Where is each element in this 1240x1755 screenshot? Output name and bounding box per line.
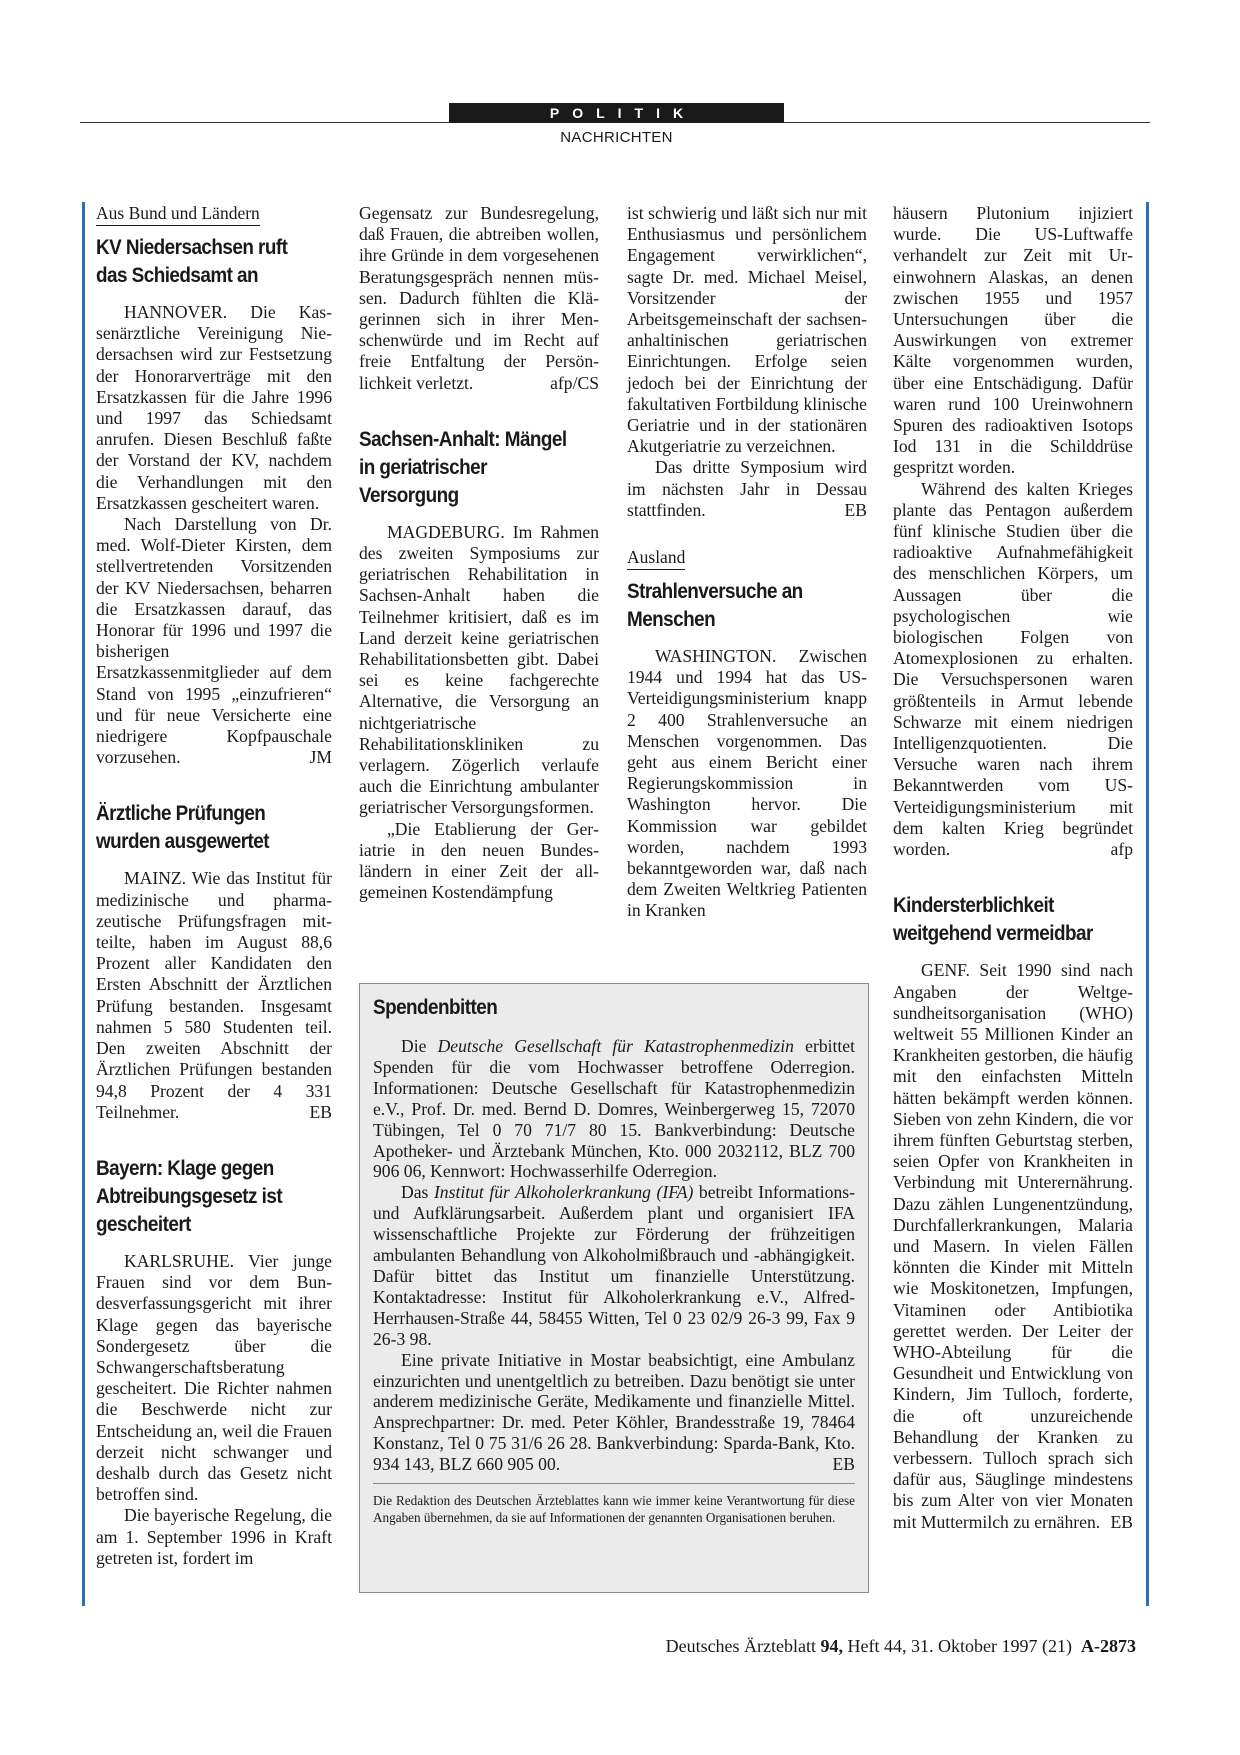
article-bayern-cont-text: Gegensatz zur Bundesregelung, daß Frauen, die abtreiben wollen, ihre Gründe in dem vorgesehenen Beratungsgespräch nennen müssen. Dadurch fühlten die Klägerinnen sich in ihrer Menschenwürde und im Recht auf freie Entfaltung der Persönlichkeit verletzt. (359, 203, 599, 393)
headline-bayern-klage: Bayern: Klage gegen Abtreibungsgesetz ist gescheitert (96, 1156, 283, 1236)
spendenbitten-box (359, 983, 869, 1593)
headline-spendenbitten: Spendenbitten (373, 996, 498, 1019)
headline-aerztliche-pruefungen: Ärztliche Prüfungen wurden ausgewertet (96, 802, 270, 854)
column-4 (893, 203, 1133, 1533)
box-disclaimer: Die Redaktion des Deutschen Ärzteblattes kann wie immer keine Verantwortung für diese Angaben übernehmen, da sie auf Informationen der genannten Organisationen beruhen. (373, 1483, 855, 1526)
article-sachsen-p2: „Die Etablierung der Geriatrie in den neuen Bundesländern in einer Zeit der allgemeinen Kostendämpfung (359, 818, 599, 903)
column-accent-bar-right (1146, 202, 1149, 1606)
article-kv-p2 (96, 514, 332, 768)
kicker-bund-laender: Aus Bund und Ländern (96, 203, 260, 226)
column-accent-bar-left (82, 202, 85, 1606)
signature-eb-box: EB (832, 1454, 855, 1475)
box-p2-intro: Das (401, 1182, 434, 1203)
headline-kv-niedersachsen: KV Niedersachsen ruft das Schiedsamt an (96, 236, 288, 287)
footer-issue: Heft 44, 31. Oktober 1997 (21) (847, 1636, 1072, 1656)
article-bayern-p1: KARLSRUHE. Vier junge Frauen sind vor dem Bundesverfassungsgericht mit ihrer Klage gegen das bayerische Sondergesetz über die Schwangerschaftsberatung gescheitert. Die Richter nahmen die Beschwerde nicht zur Entscheidung an, weil die Frauen derzeit nicht schwanger und deshalb durch das Gesetz nicht betroffen sind. (96, 1250, 332, 1505)
signature-eb-1: EB (309, 1101, 332, 1122)
article-kv-p2-text: Nach Darstellung von Dr. med. Wolf-Dieter Kirsten, dem stellvertretenden Vorsitzenden der KV Niedersachsen, beharren die Ersatzkassen darauf, das Honorar für 1996 und 1997 die bisherigen Ersatzkassenmitglieder auf dem Stand von 1995 „einzufrieren“ und für neue Versicherte eine niedrigere Kopfpauschale vorzusehen. (96, 514, 332, 768)
signature-afp-cs: afp/CS (550, 372, 599, 393)
footer-journal: Deutsches Ärzteblatt (665, 1636, 817, 1656)
headline-kindersterblichkeit: Kindersterblichkeit weitgehend vermeidbar (893, 894, 1093, 946)
article-strahlen-p1: WASHINGTON. Zwischen 1944 und 1994 hat das US-Verteidigungsministerium knapp 2 400 Strahlenversuche an Menschen vorgenommen. Das geht aus einem Bericht einer Regierungskommission in Washington hervor. Die Kommission war gebildet worden, nachdem 1993 bekanntgeworden war, daß nach dem Zweiten Weltkrieg Patienten in Kranken (627, 646, 867, 921)
article-strahlen-cont: häusern Plutonium injiziert wurde. Die US-Luftwaffe verhandelt zur Zeit mit Ureinwohnern Alaskas, an denen zwischen 1955 und 1957 Untersuchungen über die Auswirkungen von extremer Kälte vorgenommen wurden, über eine Entschädigung. Dafür waren rund 100 Ureinwohnern Spuren des radioaktiven Isotops Iod 131 in die Schilddrüse gespritzt worden. (893, 203, 1133, 478)
signature-jm: JM (309, 747, 332, 768)
box-p1-org: Deutsche Gesellschaft für Katastrophenmedizin (437, 1036, 794, 1056)
box-p1-rest: erbittet Spenden für die vom Hochwasser betroffene Oderregion. Informationen: Deutsche Gesellschaft für Katastrophenmedizin e.V., Prof. Dr. med. Bernd D. Domres, Weinbergerweg 15, 72070 Tübingen, Tel 0 70 71/7 80 15. Bankverbindung: Deutsche Apotheker- und Ärztebank München, Kto. 000 2032112, BLZ 700 906 06, Kennwort: Hochwasserhilfe Oderregion. (373, 1036, 855, 1182)
box-p1-intro: Die (401, 1036, 438, 1056)
article-bayern-cont (359, 203, 599, 394)
column-2 (359, 203, 599, 903)
page-footer (666, 1636, 1136, 1657)
box-p1 (373, 1036, 855, 1182)
box-p2 (373, 1182, 855, 1349)
article-sachsen-p1: MAGDEBURG. Im Rahmen des zweiten Symposiums zur geriatrischen Rehabilitation in Sachsen-Anhalt haben die Teilnehmer kritisiert, daß es im Land derzeit keine geriatrischen Rehabilitationsbetten gibt. Dabei sei es keine fachgerechte Alternative, die Versorgung an nichtgeriatrische Rehabilitationskliniken zu verlagern. Zögerlich verlaufe auch die Einrichtung ambulanter geriatrischer Versorgungsformen. (359, 521, 599, 818)
article-pruefungen-p1 (96, 868, 332, 1122)
kicker-ausland: Ausland (627, 547, 685, 570)
article-sachsen-cont: ist schwierig und läßt sich nur mit Enthusiasmus und persönlichem Engagement verwirklichen“, sagte Dr. med. Michael Meisel, Vorsitzender der Arbeitsgemeinschaft der sachsen-anhaltinischen geriatrischen Einrichtungen. Erfolge seien jedoch bei der Einrichtung der fakultativen Fortbildung klinische Geriatrie und in der stationären Akutgeriatrie zu verzeichnen. (627, 203, 867, 457)
article-kv-p1: HANNOVER. Die Kassenärztliche Vereinigung Niedersachsen wird zur Festsetzung der Honorarverträge mit den Ersatzkassen für die Jahre 1996 und 1997 das Schiedsamt anrufen. Diesen Beschluß faßte der Vorstand der KV, nachdem die Verhandlungen mit den Ersatzkassen gescheitert waren. (96, 302, 332, 513)
box-p3 (373, 1350, 855, 1475)
article-sachsen-cont2-text: Das dritte Symposium wird im nächsten Jahr in Dessau stattfinden. (627, 457, 867, 520)
article-sachsen-cont2 (627, 457, 867, 521)
article-strahlen-cont2-text: Während des kalten Krieges plante das Pentagon außerdem fünf klinische Studien über die radioaktive Aufnahmefähigkeit des menschlichen Körpers, um Aussagen über die psychologischen wie biologischen Folgen von Atomexplosionen zu erhalten. Die Versuchspersonen waren größtenteils in Armut lebende Schwarze mit einem niedrigen Intelligenzquotienten. Die Versuche waren nach ihrem Bekanntwerden vom US-Verteidigungsministerium mit dem kalten Krieg begründet worden. (893, 478, 1133, 860)
article-kinder-p1 (893, 960, 1133, 1532)
article-bayern-p2: Die bayerische Regelung, die am 1. September 1996 in Kraft getreten ist, fordert im (96, 1505, 332, 1568)
signature-eb-3: EB (1110, 1511, 1133, 1532)
article-strahlen-cont2 (893, 479, 1133, 861)
subsection-label: NACHRICHTEN (560, 129, 673, 146)
headline-sachsen-anhalt: Sachsen-Anhalt: Mängel in geriatrischer Versorgung (359, 427, 567, 507)
signature-eb-2: EB (844, 499, 867, 520)
box-p2-org: Institut für Alkoholerkrankung (IFA) (433, 1182, 694, 1203)
box-p3-text: Eine private Initiative in Mostar beabsichtigt, eine Ambulanz einzurichten und unentgeltlich zu betreiben. Dazu benötigt sie unter anderem medizinische Geräte, Medikamente und finanzielle Mittel. Ansprechpartner: Dr. med. Peter Köhler, Brandesstraße 19, 78464 Konstanz, Tel 0 75 31/6 26 28. Bankverbindung: Sparda-Bank, Kto. 934 143, BLZ 660 905 00. (373, 1349, 855, 1475)
article-kinder-text: GENF. Seit 1990 sind nach Angaben der Weltgesundheitsorganisation (WHO) weltweit 55 Millionen Kinder an Krankheiten gestorben, die häufig mit den einfachsten Mitteln hätten bekämpft werden können. Sieben von zehn Kindern, die vor ihrem fünften Geburtstag sterben, seien Opfer von Krankheiten in Verbindung mit Unterernährung. Dazu zählen Lungenentzündung, Durchfallerkrankungen, Malaria und Masern. In vielen Fällen könnten die Kinder mit Mitteln wie Moskitonetzen, Impfungen, Vitaminen oder Antibiotika gerettet werden. Der Leiter der WHO-Abteilung für die Gesundheit und Entwicklung von Kindern, Jim Tulloch, forderte, die oft unzureichende Behandlung der Kranken zu verbessern. Tulloch sprach sich dafür aus, Säuglinge mindestens bis zum Alter von vier Monaten mit Muttermilch zu ernähren. (893, 960, 1133, 1532)
box-p2-rest: betreibt Informations- und Aufklärungsarbeit. Außerdem plant und organisiert IFA wissenschaftliche Projekte zur Förderung der frühzeitigen ambulanten Behandlung von Alkoholmißbrauch und -abhängigkeit. Dafür bittet das Institut um finanzielle Unterstützung. Kontaktadresse: Institut für Alkoholerkrankung e.V., Alfred-Herrhausen-Straße 44, 58455 Witten, Tel 0 23 02/9 26-3 99, Fax 9 26-3 98. (373, 1182, 855, 1349)
section-label: POLITIK (449, 103, 784, 123)
footer-page-number: A-2873 (1081, 1636, 1136, 1656)
article-pruefungen-text: MAINZ. Wie das Institut für medizinische und pharmazeutische Prüfungsfragen mitteilte, haben im August 88,6 Prozent aller Kandidaten den Ersten Abschnitt der Ärztlichen Prüfung bestanden. Insgesamt nahmen 5 580 Studenten teil. Den zweiten Abschnitt der Ärztlichen Prüfungen bestanden 94,8 Prozent der 4 331 Teilnehmer. (96, 868, 332, 1122)
footer-volume: 94, (820, 1636, 844, 1656)
signature-afp: afp (1110, 839, 1133, 860)
headline-strahlenversuche: Strahlenversuche an Menschen (627, 580, 803, 632)
column-3 (627, 203, 867, 922)
column-1 (96, 203, 332, 1569)
